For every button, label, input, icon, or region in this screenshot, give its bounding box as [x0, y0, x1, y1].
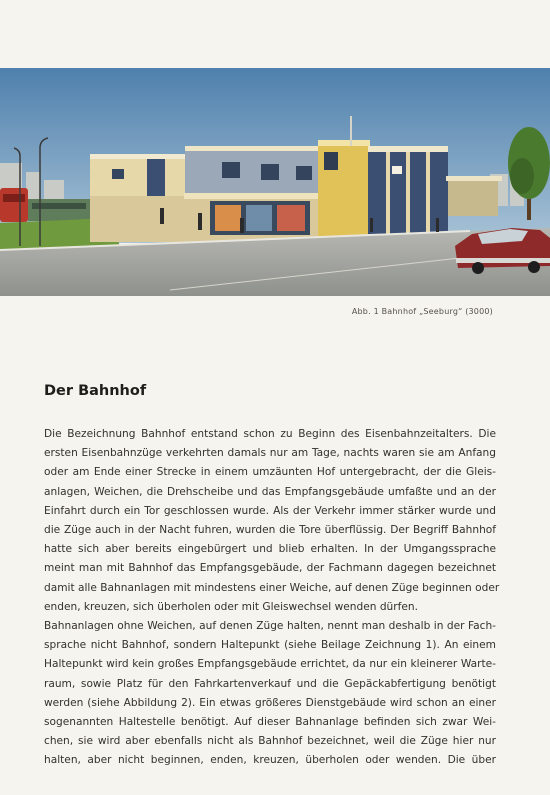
text-line: hatte sich aber bereits eingebürgert und blieb erhalten. In der Umgangssprache: [44, 543, 496, 556]
text-line: oder am Ende einer Strecke in einem umzäunten Hof untergebracht, der die Gleis-: [44, 466, 496, 479]
section-title: Der Bahnhof: [44, 383, 147, 399]
text-line: werden (siehe Abbildung 2). Ein etwas größeres Dienstgebäude wird schon an einer: [44, 696, 496, 709]
paragraph-1: [44, 425, 500, 617]
text-line: Die Bezeichnung Bahnhof entstand schon zu Beginn des Eisenbahnzeitalters. Die: [44, 428, 496, 440]
text-line: Einfahrt durch ein Tor geschlossen wurde. Als der Verkehr immer stärker wurde und: [44, 504, 496, 517]
text-line: meint man mit Bahnhof das Empfangsgebäude, der Fachmann dagegen bezeichnet: [44, 562, 496, 575]
text-line: chen, sie wird aber ebenfalls nicht als Bahnhof bezeichnet, weil die Züge hier nur: [44, 735, 496, 748]
paragraph-2: [44, 617, 496, 771]
text-line: die Züge auch in der Nacht fuhren, wurden die Tore überflüssig. Der Begriff Bahnhof: [44, 524, 496, 537]
text-line: halten, aber nicht beginnen, enden, kreuzen, überholen oder wenden. Die über: [44, 754, 496, 767]
figure-caption: Abb. 1 Bahnhof „Seeburg“ (3000): [351, 307, 493, 316]
text-line: sprache nicht Bahnhof, sondern Haltepunkt (siehe Beilage Zeichnung 1). An einem: [44, 639, 496, 652]
station-illustration: [0, 68, 550, 296]
text-line: enden, kreuzen, sich überholen oder mit Gleiswechsel wenden dürfen.: [44, 600, 418, 613]
text-line: anlagen, Weichen, die Drehscheibe und das Empfangsgebäude umfaßte und an der: [44, 485, 496, 498]
station-illustration-drawing: [0, 68, 550, 296]
text-line: raum, sowie Platz für den Fahrkartenverkauf und die Gepäckabfertigung benötigt: [44, 677, 496, 690]
text-line: damit alle Bahnanlagen mit mindestens einer Weiche, auf denen Züge beginnen oder: [44, 581, 500, 594]
text-line: Bahnanlagen ohne Weichen, auf denen Züge halten, nennt man deshalb in der Fach-: [44, 620, 496, 632]
text-line: sogenannten Haltestelle benötigt. Auf dieser Bahnanlage befinden sich zwar Wei-: [44, 716, 496, 729]
text-line: ersten Eisenbahnzüge verkehrten damals nur am Tage, nachts waren sie am Anfang: [44, 447, 496, 460]
text-line: Haltepunkt wird kein großes Empfangsgebäude errichtet, da nur ein kleinerer Warte-: [44, 658, 496, 671]
